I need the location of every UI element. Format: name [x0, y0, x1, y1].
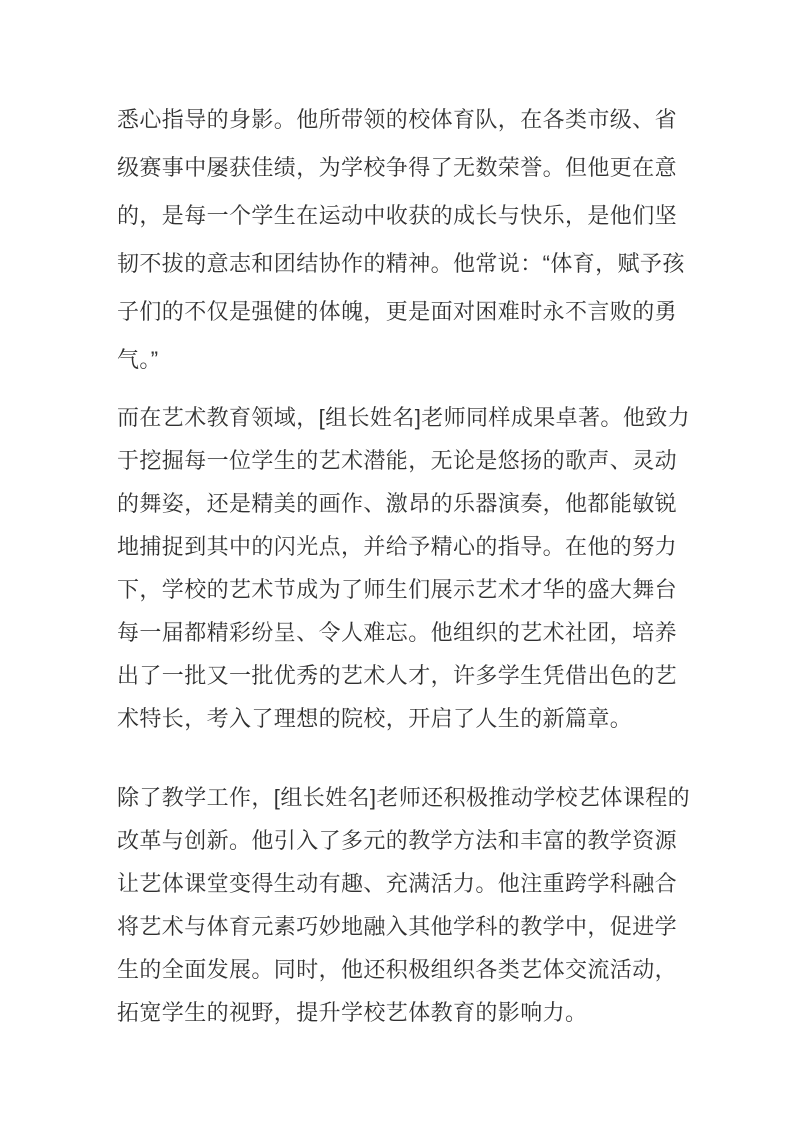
paragraph — [117, 776, 691, 1034]
text-line: 术特长，考入了理想的院校，开启了人生的新篇章。 — [117, 706, 633, 731]
text-line: 气。” — [117, 347, 159, 372]
text-line: 而在艺术教育领域，[组长姓名]老师同样成果卓著。他致力 — [117, 405, 691, 430]
text-line: 下，学校的艺术节成为了师生们展示艺术才华的盛大舞台 — [117, 577, 678, 602]
text-line: 每一届都精彩纷呈、令人难忘。他组织的艺术社团，培养 — [117, 620, 678, 645]
text-line: 让艺体课堂变得生动有趣、充满活力。他注重跨学科融合 — [117, 871, 678, 896]
text-line: 于挖掘每一位学生的艺术潜能，无论是悠扬的歌声、灵动 — [117, 448, 678, 473]
text-line: 将艺术与体育元素巧妙地融入其他学科的教学中，促进学 — [117, 914, 678, 939]
text-line: 改革与创新。他引入了多元的教学方法和丰富的教学资源 — [117, 828, 678, 853]
document-body — [117, 96, 691, 1034]
text-line: 的，是每一个学生在运动中收获的成长与快乐，是他们坚 — [117, 203, 678, 228]
text-line: 除了教学工作，[组长姓名]老师还积极推动学校艺体课程的 — [117, 785, 691, 810]
text-line: 生的全面发展。同时，他还积极组织各类艺体交流活动， — [117, 957, 678, 982]
text-line: 级赛事中屡获佳绩，为学校争得了无数荣誉。但他更在意 — [117, 155, 678, 180]
text-line: 出了一批又一批优秀的艺术人才，许多学生凭借出色的艺 — [117, 663, 678, 688]
paragraph — [117, 396, 691, 740]
text-line: 地捕捉到其中的闪光点，并给予精心的指导。在他的努力 — [117, 534, 678, 559]
text-line: 悉心指导的身影。他所带领的校体育队，在各类市级、省 — [117, 107, 678, 132]
text-line: 韧不拔的意志和团结协作的精神。他常说：“体育，赋予孩 — [117, 251, 685, 276]
text-line: 子们的不仅是强健的体魄，更是面对困难时永不言败的勇 — [117, 299, 678, 324]
paragraph — [117, 96, 683, 384]
text-line: 拓宽学生的视野，提升学校艺体教育的影响力。 — [117, 1000, 588, 1025]
text-line: 的舞姿，还是精美的画作、激昂的乐器演奏，他都能敏锐 — [117, 491, 678, 516]
